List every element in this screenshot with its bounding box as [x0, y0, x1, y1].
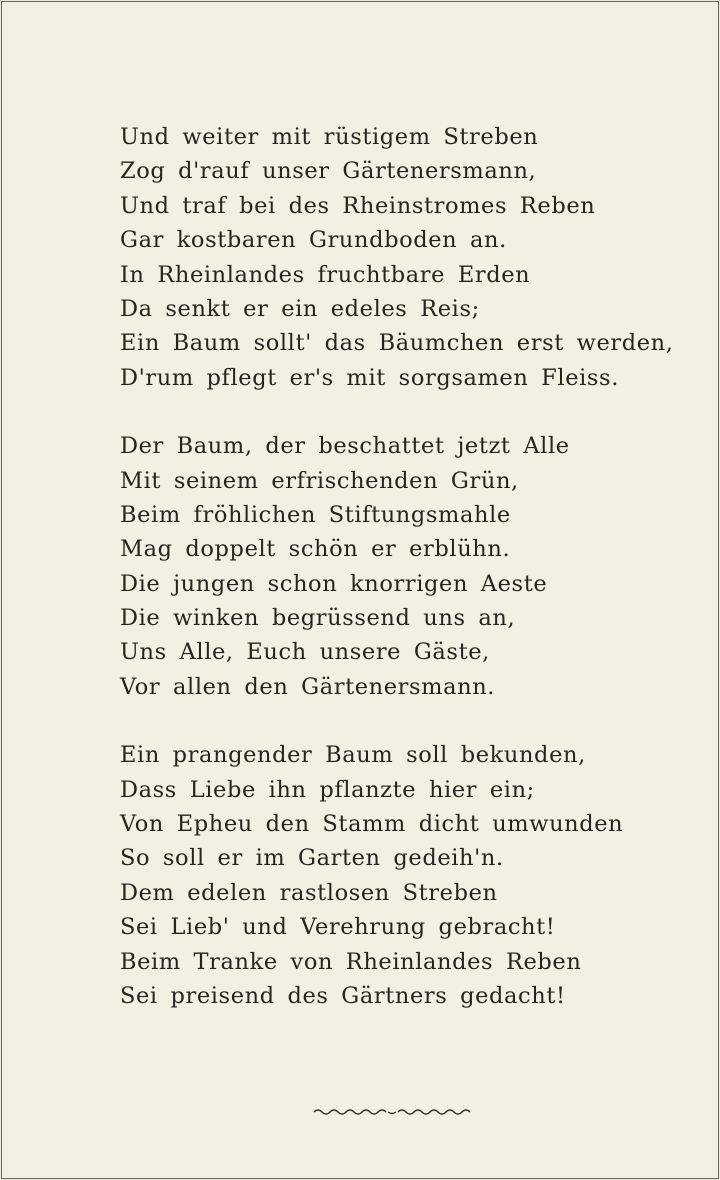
poem [120, 120, 680, 1013]
poem-line: Von Epheu den Stamm dicht umwunden [120, 811, 624, 838]
poem-line: Vor allen den Gärtenersmann. [120, 673, 496, 700]
poem-line: D'rum pflegt er's mit sorgsamen Fleiss. [120, 364, 619, 391]
ornament-wave-left [314, 1110, 386, 1114]
poem-line: Sei Lieb' und Verehrung gebracht! [120, 914, 556, 941]
stanza-2 [120, 429, 680, 704]
wavy-rule-ornament [312, 1106, 472, 1118]
poem-line: Ein Baum sollt' das Bäumchen erst werden, [120, 330, 674, 357]
poem-line: Beim Tranke von Rheinlandes Reben [120, 948, 582, 975]
ornament-wave-right [398, 1110, 470, 1114]
poem-line: Dass Liebe ihn pflanzte hier ein; [120, 776, 535, 803]
poem-line: Da senkt er ein edeles Reis; [120, 295, 480, 322]
poem-line: Und weiter mit rüstigem Streben [120, 124, 539, 150]
book-page [1, 1, 719, 1179]
poem-line: Sei preisend des Gärtners gedacht! [120, 982, 566, 1009]
poem-line: In Rheinlandes fruchtbare Erden [120, 261, 531, 288]
poem-line: So soll er im Garten gedeih'n. [120, 845, 504, 872]
poem-line: Dem edelen rastlosen Streben [120, 879, 498, 906]
poem-line: Gar kostbaren Grundboden an. [120, 227, 507, 254]
poem-line: Ein prangender Baum soll bekunden, [120, 742, 586, 769]
ornament-wave-center [388, 1112, 396, 1114]
stanza-3 [120, 738, 680, 1013]
poem-line: Uns Alle, Euch unsere Gäste, [120, 639, 490, 666]
poem-line: Und traf bei des Rheinstromes Reben [120, 192, 596, 219]
poem-line: Mag doppelt schön er erblühn. [120, 536, 511, 563]
poem-line: Die jungen schon knorrigen Aeste [120, 570, 548, 597]
poem-line: Zog d'rauf unser Gärtenersmann, [120, 158, 537, 185]
poem-line: Beim fröhlichen Stiftungsmahle [120, 501, 511, 528]
poem-line: Mit seinem erfrischenden Grün, [120, 467, 519, 494]
stanza-1 [120, 120, 680, 395]
poem-line: Die winken begrüssend uns an, [120, 605, 516, 632]
poem-line: Der Baum, der beschattet jetzt Alle [120, 433, 570, 460]
